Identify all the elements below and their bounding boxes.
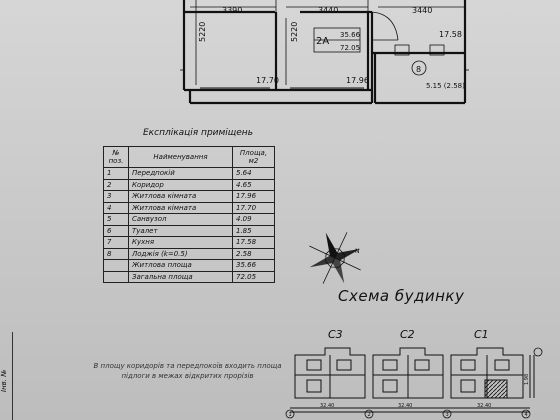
table-row bbox=[104, 168, 275, 180]
row-num: 8 bbox=[104, 248, 129, 260]
table-row bbox=[104, 179, 275, 191]
row-name: Кухня bbox=[129, 237, 233, 249]
row-area: 1.85 bbox=[233, 225, 275, 237]
table-row bbox=[104, 237, 275, 249]
dim-top-1: 3390 bbox=[222, 6, 243, 15]
row-area: 17.70 bbox=[233, 202, 275, 214]
explication-title: Експлікація приміщень bbox=[143, 128, 253, 138]
room-area-4: 17.70 bbox=[256, 76, 279, 85]
compass-north-label: N bbox=[355, 248, 360, 255]
row-area: 4.65 bbox=[233, 179, 275, 191]
row-name: Туалет bbox=[129, 225, 233, 237]
dim-vertical-2: 5220 bbox=[290, 21, 299, 42]
scheme-title: Схема будинку bbox=[338, 287, 465, 305]
section-label-c2: С2 bbox=[400, 328, 415, 341]
row-name: Коридор bbox=[129, 179, 233, 191]
row-area: 5.64 bbox=[233, 168, 275, 180]
total-area: 72.05 bbox=[233, 271, 275, 283]
header-area: Площа, м2 bbox=[233, 147, 275, 168]
compass-rose bbox=[305, 228, 365, 288]
table-total-row bbox=[104, 271, 275, 283]
row-area: 17.58 bbox=[233, 237, 275, 249]
row-num: 3 bbox=[104, 191, 129, 203]
floor-plan bbox=[0, 0, 560, 105]
row-area: 17.96 bbox=[233, 191, 275, 203]
room-area-3: 17.96 bbox=[346, 76, 369, 85]
row-num: 7 bbox=[104, 237, 129, 249]
row-num: 6 bbox=[104, 225, 129, 237]
scheme-dim-2: 32.40 bbox=[398, 403, 413, 409]
axis-label-3: 3 bbox=[445, 412, 449, 418]
total-name: Житлова площа bbox=[129, 260, 233, 272]
area-note: В площу коридорів та передпокоїв входить площа підлоги в межах відкритих прорізів bbox=[93, 362, 282, 380]
total-area: 35.66 bbox=[233, 260, 275, 272]
row-name: Житлова кімната bbox=[129, 202, 233, 214]
apartment-living-area: 35.66 bbox=[340, 31, 361, 39]
apartment-total-area: 72.05 bbox=[340, 44, 361, 52]
row-num: 5 bbox=[104, 214, 129, 226]
table-total-row bbox=[104, 260, 275, 272]
total-spacer bbox=[104, 271, 129, 283]
row-name: Санвузол bbox=[129, 214, 233, 226]
section-label-c3: С3 bbox=[328, 328, 343, 341]
dim-vertical-1: 5220 bbox=[198, 21, 207, 42]
axis-label-1: 1 bbox=[288, 412, 292, 418]
row-name: Житлова кімната bbox=[129, 191, 233, 203]
row-name: Передпокій bbox=[129, 168, 233, 180]
axis-label-4: 4 bbox=[524, 412, 528, 418]
building-scheme bbox=[285, 340, 555, 420]
row-num: 2 bbox=[104, 179, 129, 191]
row-area: 2.58 bbox=[233, 248, 275, 260]
table-row bbox=[104, 191, 275, 203]
loggia-area: 5.15 (2.58) bbox=[426, 82, 465, 90]
row-num: 4 bbox=[104, 202, 129, 214]
table-row bbox=[104, 202, 275, 214]
loggia-number: 8 bbox=[416, 65, 422, 74]
inventory-stamp bbox=[0, 332, 13, 420]
scheme-dim-3: 32.40 bbox=[477, 403, 492, 409]
table-row bbox=[104, 248, 275, 260]
header-num: № поз. bbox=[104, 147, 129, 168]
axis-label-2: 2 bbox=[367, 412, 371, 418]
row-name: Лоджія (k=0.5) bbox=[129, 248, 233, 260]
header-name: Найменування bbox=[129, 147, 233, 168]
scheme-dim-1: 32.40 bbox=[320, 403, 335, 409]
row-area: 4.09 bbox=[233, 214, 275, 226]
total-name: Загальна площа bbox=[129, 271, 233, 283]
dim-top-3: 3440 bbox=[412, 6, 433, 15]
dim-top-2: 3440 bbox=[318, 6, 339, 15]
table-header-row bbox=[104, 147, 275, 168]
total-spacer bbox=[104, 260, 129, 272]
row-num: 1 bbox=[104, 168, 129, 180]
room-area-7: 17.58 bbox=[439, 30, 462, 39]
explication-table bbox=[103, 146, 275, 283]
inventory-stamp-label: Інв. № bbox=[0, 369, 8, 392]
scheme-side-dim: 1.98 bbox=[524, 373, 530, 385]
table-row bbox=[104, 225, 275, 237]
apartment-code: 2A bbox=[316, 36, 330, 47]
table-row bbox=[104, 214, 275, 226]
section-label-c1: С1 bbox=[474, 328, 489, 341]
